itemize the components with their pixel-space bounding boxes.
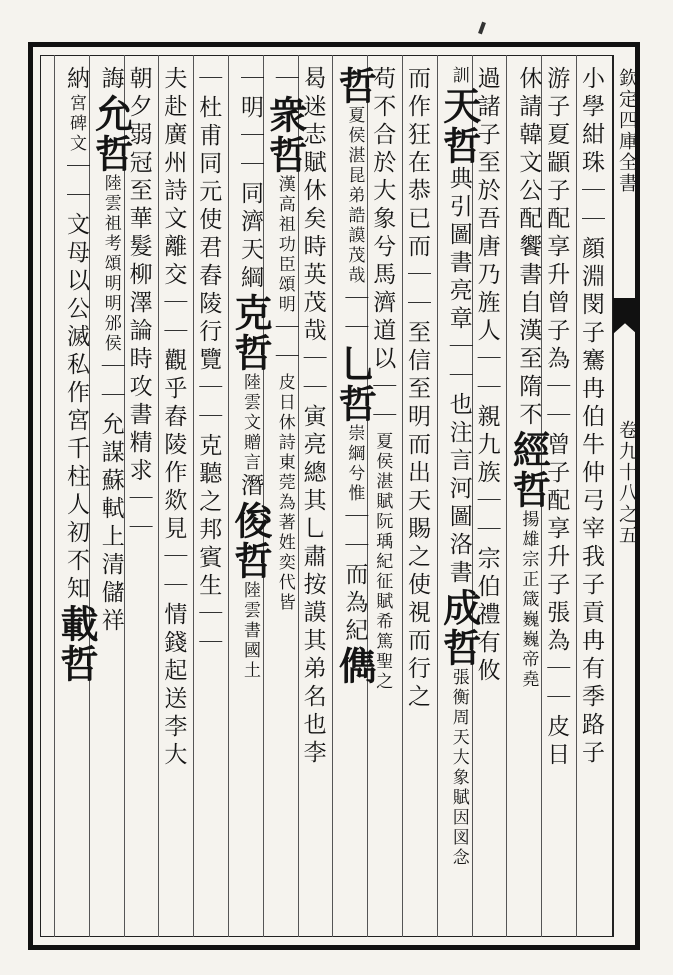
column-rule xyxy=(54,55,55,937)
column-rule xyxy=(158,55,159,937)
text-column xyxy=(332,66,378,932)
text-column xyxy=(88,66,134,932)
body-text: ｜｜ xyxy=(195,375,222,433)
body-text: 觀乎舂陵作欻見 xyxy=(160,348,187,544)
text-column xyxy=(195,66,222,932)
annotation-text: 陸雲祖考頌明明邠侯 xyxy=(100,174,121,354)
body-text: ｜｜ xyxy=(160,544,187,602)
heading-term: 載哲 xyxy=(54,604,99,684)
text-column xyxy=(54,66,99,932)
heading-term: 天哲 xyxy=(436,86,482,166)
heading-term: 乚哲 xyxy=(332,344,378,424)
annotation-text: 夏侯湛賦 xyxy=(372,432,393,512)
body-text: 允謀蘇軾上清儲祥 xyxy=(97,412,124,636)
body-text: ｜｜ xyxy=(341,286,368,344)
text-column xyxy=(127,66,150,932)
body-text: ｜｜ xyxy=(473,346,500,404)
column-rule xyxy=(228,55,229,937)
body-text: 明 xyxy=(237,95,263,123)
column-rule xyxy=(437,55,438,937)
body-text: ｜｜ xyxy=(341,504,368,562)
body-text: 親九族 xyxy=(473,404,500,488)
body-text: 情錢起送李大 xyxy=(160,602,187,770)
body-text: 皮日 xyxy=(543,714,570,770)
margin-volume: 卷九十八之五 xyxy=(616,420,638,546)
annotation-text: 張衡周天大象賦因図念 xyxy=(448,668,469,868)
body-text: ｜｜ xyxy=(271,315,298,373)
annotation-text: 皮日休詩東莞為著姓奕代皆 xyxy=(274,373,295,613)
body-text: 過諸子至於吾唐乃旌人 xyxy=(473,66,500,346)
body-text: 克聽 xyxy=(195,433,222,489)
body-text: ｜｜ xyxy=(578,178,604,236)
body-text: 文母以公滅私作宮千柱人初不知 xyxy=(63,212,89,604)
heading-term: 哲 xyxy=(332,66,378,106)
margin-title: 欽定四庫全書 xyxy=(616,68,638,194)
body-text: ｜ xyxy=(271,66,298,95)
annotation-text: 陸雲書國土 xyxy=(240,581,260,681)
body-text: ｜｜ xyxy=(160,290,187,348)
body-text: ｜｜ xyxy=(125,486,152,544)
annotation-text: 漢高祖功臣頌明 xyxy=(274,175,295,315)
body-text: 休請韓文公配饗書自漢至隋不 xyxy=(515,66,542,430)
body-text: ｜｜ xyxy=(63,154,89,212)
annotation-text: 阮瑀紀征賦希篤聖之 xyxy=(372,512,393,692)
body-text: 杜甫同元使君舂陵行覽 xyxy=(195,95,222,375)
heading-term: 儁 xyxy=(332,646,378,686)
body-text: ｜ xyxy=(237,66,263,95)
body-text: ｜｜ xyxy=(299,346,326,404)
body-text: ｜ xyxy=(195,66,222,95)
body-text: 宗伯禮有攸 xyxy=(473,546,500,686)
ink-smudge xyxy=(478,22,486,35)
body-text: 潛 xyxy=(237,473,263,501)
column-rule xyxy=(576,55,577,937)
column-rule xyxy=(332,55,333,937)
text-column xyxy=(160,66,187,932)
body-text: ｜｜ xyxy=(97,354,124,412)
heading-term: 允哲 xyxy=(88,94,134,174)
annotation-text: 訓 xyxy=(448,66,469,86)
annotation-text: 宮碑文 xyxy=(66,94,86,154)
body-text: 同濟天綱 xyxy=(237,181,263,293)
body-text: ｜｜ xyxy=(473,488,500,546)
text-column xyxy=(369,66,396,932)
body-text: 弱冠至華髮柳澤論時攻書精求 xyxy=(125,122,152,486)
body-text: 顔淵閔子騫冉伯牛仲弓宰我子貢冉有季路子 xyxy=(578,236,604,768)
body-text: ｜｜ xyxy=(195,601,222,659)
column-rule xyxy=(193,55,194,937)
body-text: 夫赴廣州詩文離交 xyxy=(160,66,187,290)
body-text: ｜｜ xyxy=(445,334,472,392)
heading-term: 衆哲 xyxy=(262,95,308,175)
body-text: 游子夏顓子配享升曾子為 xyxy=(543,66,570,374)
text-column xyxy=(262,66,308,932)
body-text: 之邦賓生 xyxy=(195,489,222,601)
text-column xyxy=(405,66,428,932)
body-text: 曾子配享升子張為 xyxy=(543,432,570,656)
text-column xyxy=(475,66,498,932)
body-text: 也注言河圖洛書 xyxy=(445,392,472,588)
body-text: ｜｜ xyxy=(237,123,263,181)
body-text: ｜｜ xyxy=(543,656,570,714)
text-column xyxy=(579,66,602,932)
body-text: 朝夕 xyxy=(125,66,152,122)
heading-term: 成哲 xyxy=(436,588,482,668)
body-text: 寅亮總其乚肅按謨其弟名也李 xyxy=(299,404,326,768)
body-text: ｜｜ xyxy=(404,262,430,320)
body-text: 而為紀 xyxy=(341,562,368,646)
body-text: 曷迷志賦休矣時英茂哉 xyxy=(299,66,326,346)
heading-term: 經哲 xyxy=(506,430,552,510)
annotation-text: 陸雲文贈言 xyxy=(240,373,260,473)
text-column xyxy=(506,66,552,932)
body-text: 而作狂在恭已而 xyxy=(404,66,430,262)
body-text: 至信至明而出天賜之使視而行之 xyxy=(404,320,430,712)
body-text: ｜｜ xyxy=(543,374,570,432)
body-text: 納 xyxy=(63,66,89,94)
column-rule xyxy=(402,55,403,937)
text-column xyxy=(436,66,482,932)
annotation-text: 崇綱兮惟 xyxy=(344,424,365,504)
annotation-text: 揚雄宗正箴巍巍帝堯 xyxy=(518,510,539,690)
text-column xyxy=(301,66,324,932)
body-text: 典引圖書亮章 xyxy=(445,166,472,334)
body-text: ｜｜ xyxy=(369,374,396,432)
body-text: 小學紺珠 xyxy=(578,66,604,178)
body-text: 苟不合於大象兮馬濟道以 xyxy=(369,66,396,374)
annotation-text: 夏侯湛昆弟誥謨茂哉 xyxy=(344,106,365,286)
heading-term: 克哲 xyxy=(228,293,273,373)
body-text: 誨 xyxy=(97,66,124,94)
heading-term: 俊哲 xyxy=(228,501,273,581)
text-column xyxy=(228,66,273,932)
